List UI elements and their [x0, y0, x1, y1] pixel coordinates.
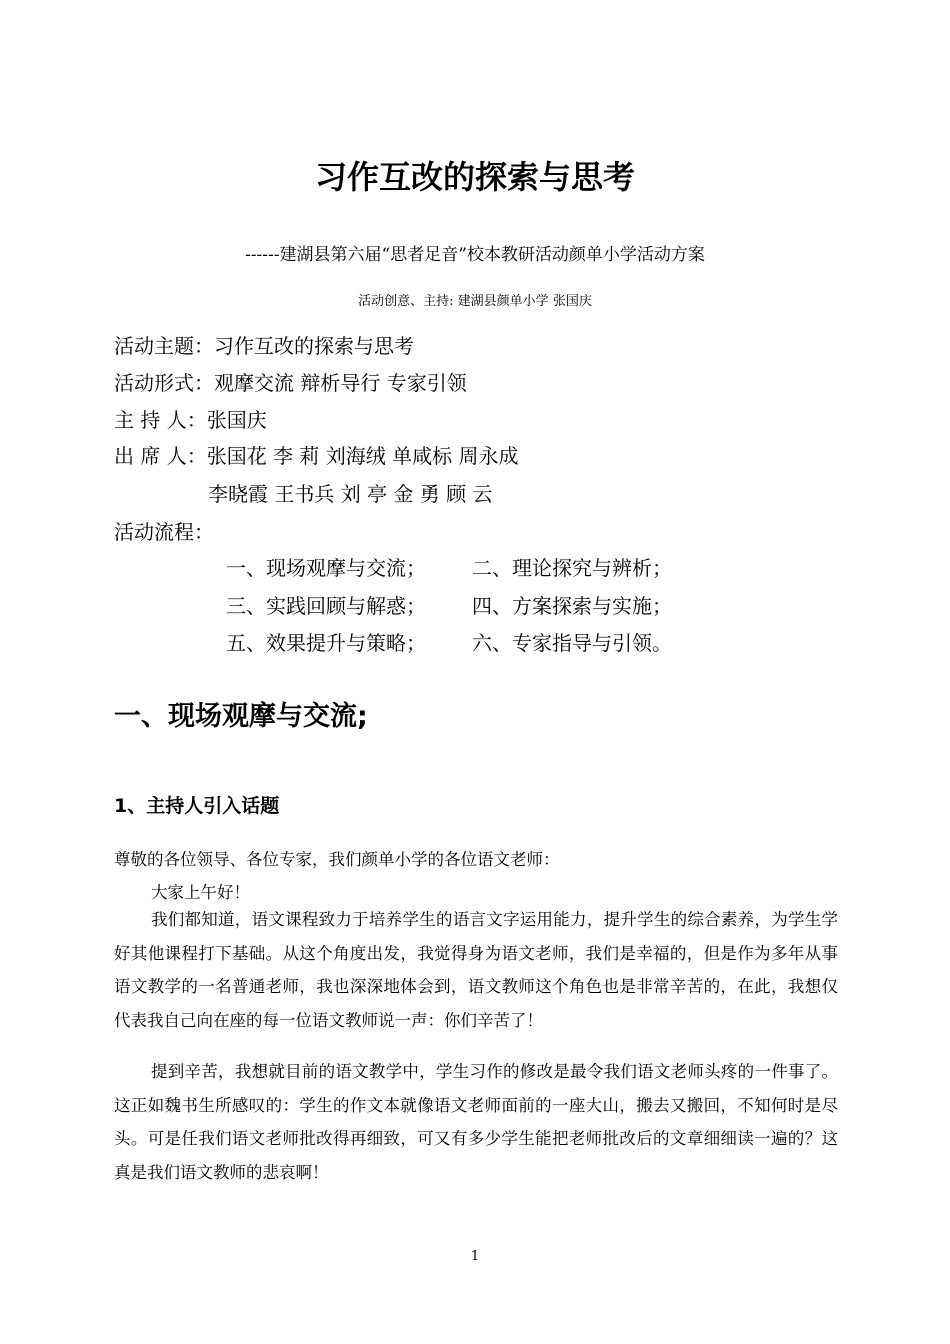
- document-title: 习作互改的探索与思考: [314, 158, 635, 196]
- field-form-label: 活动形式：: [114, 371, 214, 395]
- field-form-value: 观摩交流 辩析导行 专家引领: [214, 371, 467, 395]
- field-attendees: [114, 440, 519, 469]
- field-theme: [114, 330, 414, 359]
- field-attendees-line2: 李晓霞 王书兵 刘 亭 金 勇 顾 云: [208, 482, 493, 506]
- document-subtitle: ------建湖县第六届“思者足音”校本教研活动颜单小学活动方案: [245, 245, 705, 265]
- process-step: 二、理论探究与辨析；: [472, 556, 672, 580]
- page-number: 1: [470, 1249, 480, 1264]
- document-credit: 活动创意、主持: 建湖县颜单小学 张国庆: [358, 294, 592, 309]
- field-host: [114, 404, 267, 433]
- body-paragraph: 尊敬的各位领导、各位专家，我们颜单小学的各位语文老师：: [114, 850, 560, 869]
- process-step: 一、现场观摩与交流；: [226, 556, 426, 580]
- process-step: 五、效果提升与策略；: [226, 631, 426, 655]
- process-step: 六、专家指导与引领。: [472, 631, 672, 655]
- body-paragraph: 大家上午好！: [151, 883, 250, 902]
- field-theme-label: 活动主题：: [114, 334, 214, 358]
- field-form: [114, 367, 467, 396]
- body-paragraph: 提到辛苦，我想就目前的语文教学中，学生习作的修改是最令我们语文老师头疼的一件事了。这正如魏书生所感叹的：学生的作文本就像语文老师面前的一座大山，搬去又搬回，不知何时是尽头。可是任我们语文老师批改得再细致，可又有多少学生能把老师批改后的文章细细读一遍的？这真是我们语文教师的悲哀啊！: [114, 1062, 838, 1182]
- process-step: 三、实践回顾与解惑；: [226, 594, 426, 618]
- field-host-value: 张国庆: [206, 408, 267, 432]
- field-host-label: 主 持 人：: [114, 408, 207, 432]
- body-paragraph: 我们都知道，语文课程致力于培养学生的语言文字运用能力，提升学生的综合素养，为学生学好其他课程打下基础。从这个角度出发，我觉得身为语文老师，我们是幸福的，但是作为多年从事语文教学的一名普通老师，我也深深地体会到，语文教师这个角色也是非常辛苦的，在此，我想仅代表我自己向在座的每一位语文教师说一声：你们辛苦了！: [114, 910, 838, 1030]
- field-attendees-label: 出 席 人：: [114, 444, 207, 468]
- field-theme-value: 习作互改的探索与思考: [214, 334, 414, 358]
- section-heading: 一、现场观摩与交流;: [114, 701, 368, 732]
- subsection-heading: 1、主持人引入话题: [114, 795, 280, 817]
- field-process-label: 活动流程：: [114, 520, 214, 544]
- field-attendees-line1: 张国花 李 莉 刘海绒 单咸标 周永成: [206, 444, 519, 468]
- process-step: 四、方案探索与实施；: [472, 594, 672, 618]
